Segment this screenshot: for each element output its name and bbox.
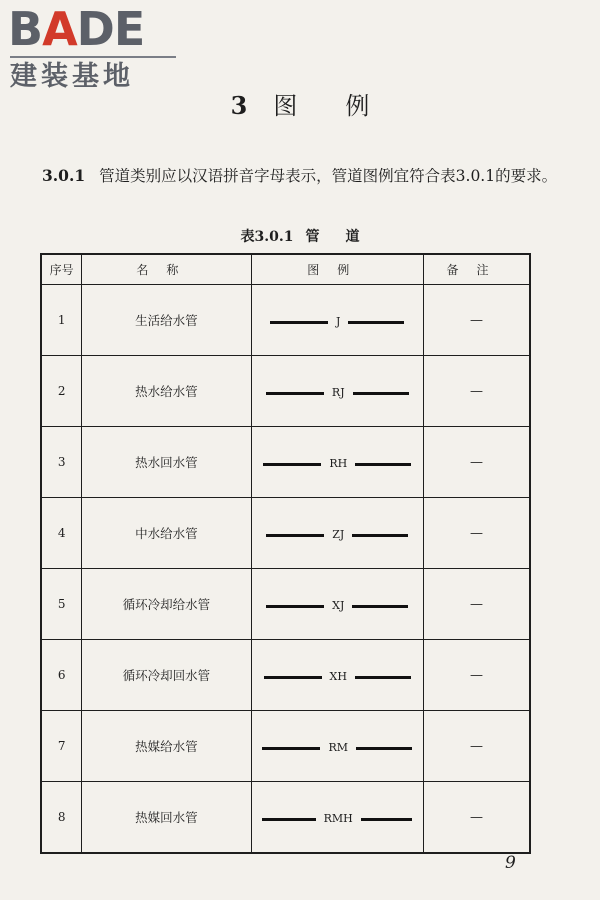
note-dash: —: [469, 384, 483, 399]
row-index: 8: [41, 782, 82, 854]
table-caption-char-2: 道: [345, 229, 360, 245]
note-dash: —: [469, 597, 483, 612]
row-symbol: [251, 569, 423, 640]
pipe-line-right: [352, 534, 408, 537]
row-symbol: [251, 427, 423, 498]
pipe-code: XH: [329, 670, 347, 684]
row-index: 1: [41, 285, 82, 356]
row-symbol: [251, 356, 423, 427]
row-symbol: [251, 782, 423, 854]
row-index: 6: [41, 640, 82, 711]
pipe-line-right: [355, 463, 411, 466]
row-note: [423, 711, 530, 782]
pipe-line-right: [356, 747, 412, 750]
table-row: [41, 711, 530, 782]
pipe-code: XJ: [332, 599, 345, 613]
note-dash: —: [469, 668, 483, 683]
logo-divider: [10, 56, 176, 58]
clause-number: 3.0.1: [42, 166, 86, 185]
chapter-title: [0, 88, 600, 124]
row-note: [423, 356, 530, 427]
note-dash: —: [469, 455, 483, 470]
clause-text: 管道类别应以汉语拼音字母表示，管道图例宜符合表3.0.1的要求。: [99, 167, 558, 185]
row-note: [423, 569, 530, 640]
chapter-title-char-1: 图: [273, 92, 298, 120]
table-header-row: [41, 254, 530, 285]
note-dash: —: [469, 810, 483, 825]
watermark-logo: [8, 4, 178, 94]
pipe-line-symbol: [262, 458, 412, 470]
row-index: 5: [41, 569, 82, 640]
pipe-line-left: [262, 818, 315, 821]
note-dash: —: [469, 739, 483, 754]
pipe-line-symbol: [262, 671, 412, 683]
row-symbol: [251, 640, 423, 711]
header-note: 备注: [423, 254, 530, 285]
chapter-number: 3: [230, 91, 248, 120]
note-dash: —: [469, 313, 483, 328]
row-index: 2: [41, 356, 82, 427]
row-index: 3: [41, 427, 82, 498]
pipe-line-symbol: [262, 600, 412, 612]
page-number: 9: [505, 853, 516, 873]
pipe-line-left: [266, 605, 324, 608]
logo-wordmark: [8, 4, 144, 54]
row-name: 循环冷却回水管: [82, 640, 251, 711]
row-note: [423, 498, 530, 569]
pipe-line-left: [264, 676, 322, 679]
pipe-line-symbol: [262, 742, 412, 754]
row-symbol: [251, 498, 423, 569]
pipe-line-right: [352, 605, 408, 608]
pipe-line-right: [348, 321, 404, 324]
pipe-line-symbol: [262, 529, 412, 541]
logo-subtitle: 建装基地: [10, 61, 134, 92]
pipe-code: J: [336, 315, 341, 329]
row-index: 4: [41, 498, 82, 569]
logo-letter-b: B: [8, 2, 43, 56]
table-row: [41, 640, 530, 711]
row-index: 7: [41, 711, 82, 782]
pipe-line-right: [361, 818, 413, 821]
row-name: 热水给水管: [82, 356, 251, 427]
table-row: [41, 498, 530, 569]
row-symbol: [251, 711, 423, 782]
table-caption-label: 表3.0.1: [240, 229, 294, 245]
header-index: 序号: [41, 254, 82, 285]
pipe-code: RMH: [323, 812, 353, 826]
row-name: 生活给水管: [82, 285, 251, 356]
header-symbol: 图例: [251, 254, 423, 285]
pipe-code: RM: [328, 741, 349, 755]
row-name: 热媒给水管: [82, 711, 251, 782]
logo-letter-a: A: [42, 2, 77, 56]
row-note: [423, 427, 530, 498]
pipe-code: RH: [329, 457, 348, 471]
table-row: [41, 285, 530, 356]
pipe-line-left: [270, 321, 328, 324]
table-body: [41, 285, 530, 854]
pipe-line-left: [266, 392, 324, 395]
pipe-legend-table: [40, 253, 531, 854]
chapter-title-char-2: 例: [345, 92, 370, 120]
note-dash: —: [469, 526, 483, 541]
table-row: [41, 782, 530, 854]
pipe-line-symbol: [262, 387, 412, 399]
pipe-line-left: [262, 747, 320, 750]
logo-letters-de: DE: [76, 2, 145, 56]
row-note: [423, 285, 530, 356]
row-symbol: [251, 285, 423, 356]
table-row: [41, 427, 530, 498]
row-note: [423, 640, 530, 711]
pipe-line-right: [355, 676, 411, 679]
pipe-line-left: [263, 463, 321, 466]
row-name: 中水给水管: [82, 498, 251, 569]
table-row: [41, 569, 530, 640]
clause-paragraph: [42, 160, 562, 192]
row-name: 热水回水管: [82, 427, 251, 498]
pipe-line-symbol: [262, 316, 412, 328]
pipe-line-right: [353, 392, 409, 395]
row-name: 热媒回水管: [82, 782, 251, 854]
table-row: [41, 356, 530, 427]
pipe-code: ZJ: [332, 528, 345, 542]
row-name: 循环冷却给水管: [82, 569, 251, 640]
pipe-line-left: [266, 534, 324, 537]
table-caption: [0, 226, 600, 248]
pipe-line-symbol: [262, 813, 412, 825]
header-name: 名称: [82, 254, 251, 285]
table-caption-char-1: 管: [305, 229, 320, 245]
row-note: [423, 782, 530, 854]
pipe-code: RJ: [331, 386, 345, 400]
